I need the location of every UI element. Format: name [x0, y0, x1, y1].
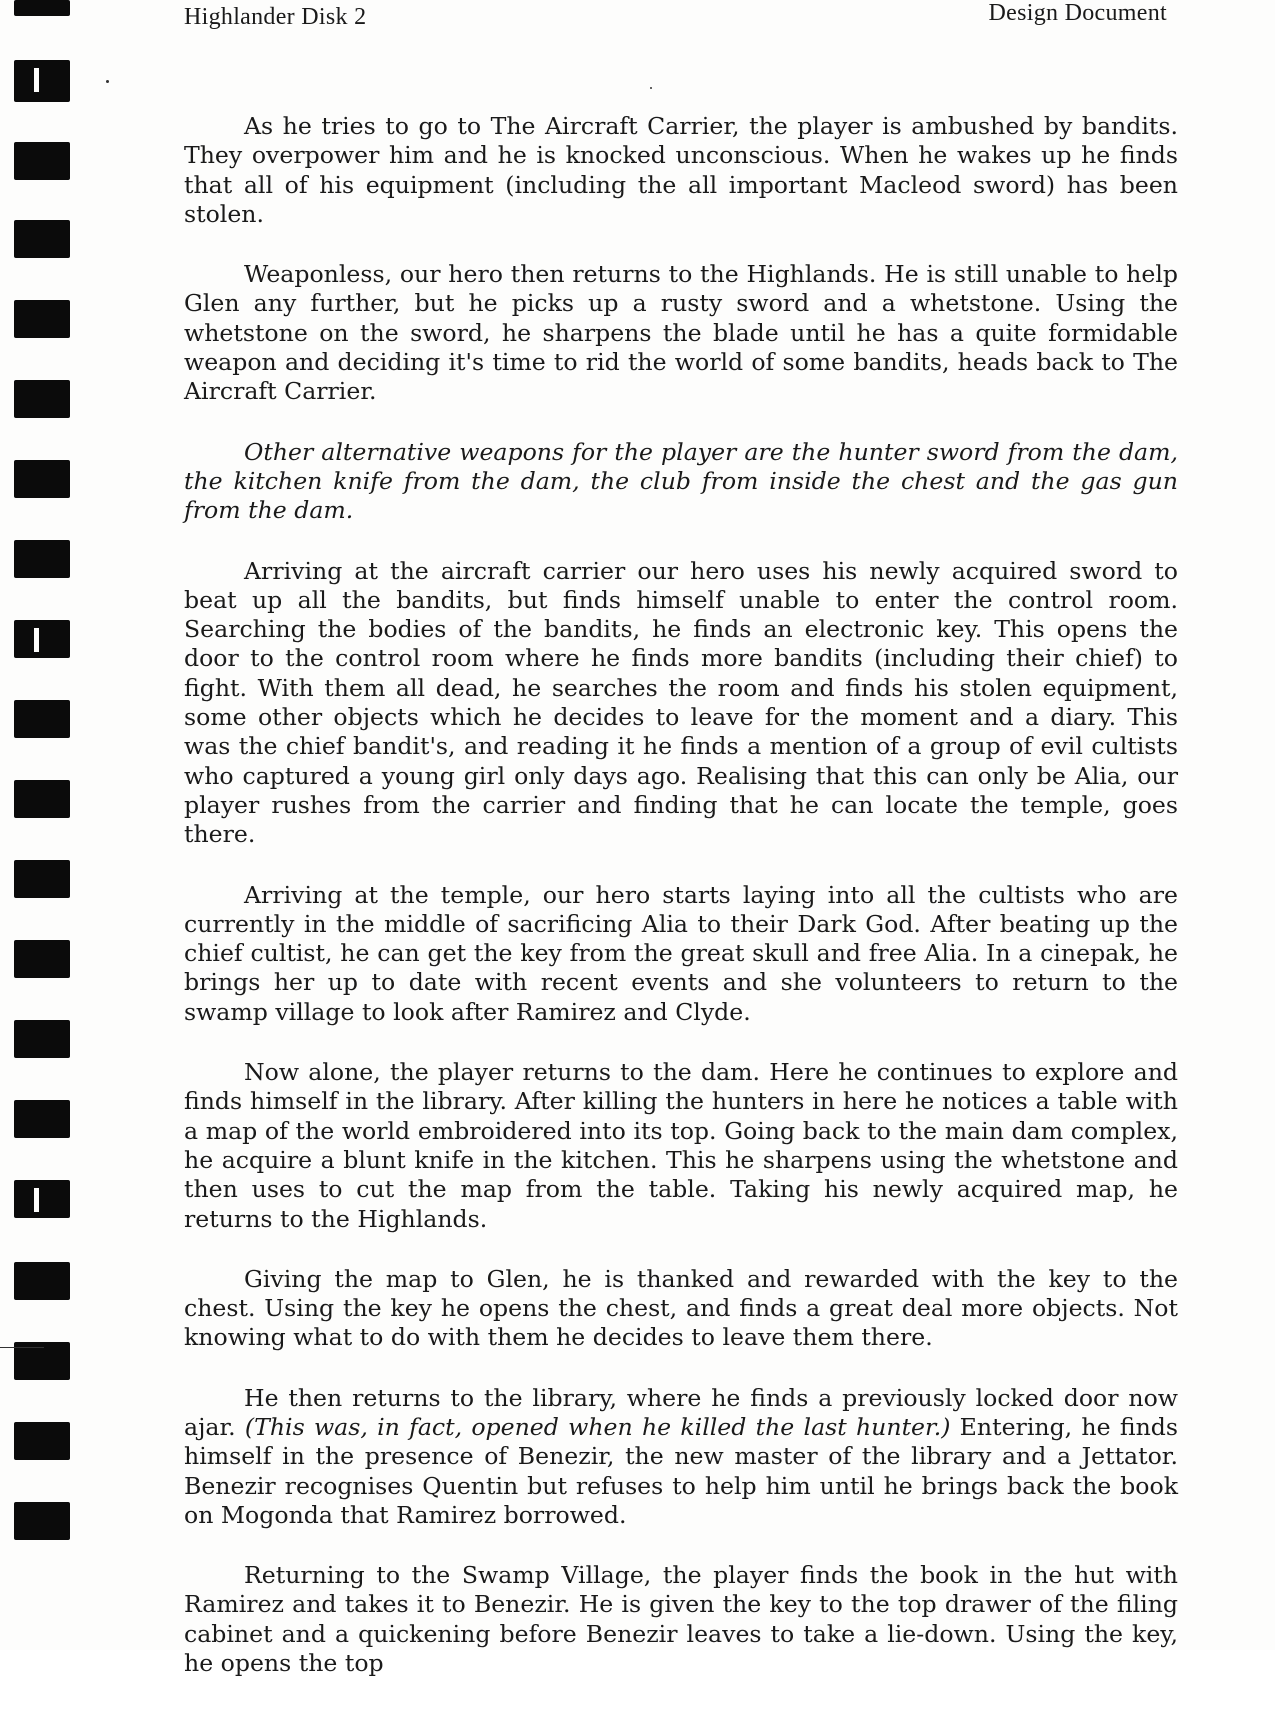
binding-hole [14, 780, 70, 818]
binding-hole [14, 700, 70, 738]
paragraph: Giving the map to Glen, he is thanked and rewarded with the key to the chest. Using the key he opens the chest, and finds a great deal more objects. Not knowing what to do with them he decides to leave them there. [184, 1264, 1178, 1352]
binding-hole [14, 460, 70, 498]
binding-hole [14, 0, 70, 16]
binding-hole [14, 380, 70, 418]
binding-hole [14, 940, 70, 978]
document-body [184, 112, 1178, 1709]
binding-hole [14, 860, 70, 898]
binding-hole [14, 1100, 70, 1138]
paragraph: Returning to the Swamp Village, the player finds the book in the hut with Ramirez and takes it to Benezir. He is given the key to the top drawer of the filing cabinet and a quickening before Benezir leaves to take a lie-down. Using the key, he opens the top [184, 1561, 1178, 1678]
paragraph-italic-aside: (This was, in fact, opened when he killed the last hunter.) [244, 1412, 951, 1441]
binding-hole [14, 300, 70, 338]
binding-hole [14, 1180, 70, 1218]
paragraph-italic-note: Other alternative weapons for the player are the hunter sword from the dam, the kitchen knife from the dam, the club from inside the chest and the gas gun from the dam. [184, 437, 1178, 525]
paragraph: Weaponless, our hero then returns to the Highlands. He is still unable to help Glen any further, but he picks up a rusty sword and a whetstone. Using the whetstone on the sword, he sharpens the blade until he has a quite formidable weapon and deciding it's time to rid the world of some bandits, heads back to The Aircraft Carrier. [184, 260, 1178, 406]
binding-hole [14, 220, 70, 258]
binding-hole [14, 142, 70, 180]
binding-hole [14, 60, 70, 102]
document-header-right: Design Document [988, 0, 1167, 26]
binding-hole [14, 1422, 70, 1460]
binding-hole [14, 1262, 70, 1300]
binding-hole [14, 540, 70, 578]
margin-line [0, 1347, 44, 1348]
document-header-left: Highlander Disk 2 [184, 4, 367, 30]
paragraph: Arriving at the temple, our hero starts laying into all the cultists who are currently in the middle of sacrificing Alia to their Dark God. After beating up the chief cultist, he can get the key from the great skull and free Alia. In a cinepak, he brings her up to date with recent events and she volunteers to return to the swamp village to look after Ramirez and Clyde. [184, 880, 1178, 1026]
paragraph-text: He then returns to the library, where he finds a previously locked door now ajar. [184, 1383, 1178, 1441]
stray-mark [650, 87, 652, 89]
binding-hole [14, 1020, 70, 1058]
stray-mark [106, 80, 109, 83]
paragraph-text: Entering, he finds himself in the presence of Benezir, the new master of the library and a Jettator. Benezir recognises Quentin but refuses to help him until he brings back the book on Mogonda that Ramirez borrowed. [184, 1412, 1178, 1529]
paragraph: Now alone, the player returns to the dam. Here he continues to explore and finds himself in the library. After killing the hunters in here he notices a table with a map of the world embroidered into its top. Going back to the main dam complex, he acquire a blunt knife in the kitchen. This he sharpens using the whetstone and then uses to cut the map from the table. Taking his newly acquired map, he returns to the Highlands. [184, 1058, 1178, 1233]
paragraph: Arriving at the aircraft carrier our hero uses his newly acquired sword to beat up all the bandits, but finds himself unable to enter the control room. Searching the bodies of the bandits, he finds an electronic key. This opens the door to the control room where he finds more bandits (including their chief) to fight. With them all dead, he searches the room and finds his stolen equipment, some other objects which he decides to leave for the moment and a diary. This was the chief bandit's, and reading it he finds a mention of a group of evil cultists who captured a young girl only days ago. Realising that this can only be Alia, our player rushes from the carrier and finding that he can locate the temple, goes there. [184, 556, 1178, 849]
binding-hole [14, 620, 70, 658]
paragraph [184, 1384, 1178, 1530]
paragraph: As he tries to go to The Aircraft Carrier, the player is ambushed by bandits. They overpower him and he is knocked unconscious. When he wakes up he finds that all of his equipment (including the all important Macleod sword) has been stolen. [184, 112, 1178, 228]
binding-hole [14, 1502, 70, 1540]
